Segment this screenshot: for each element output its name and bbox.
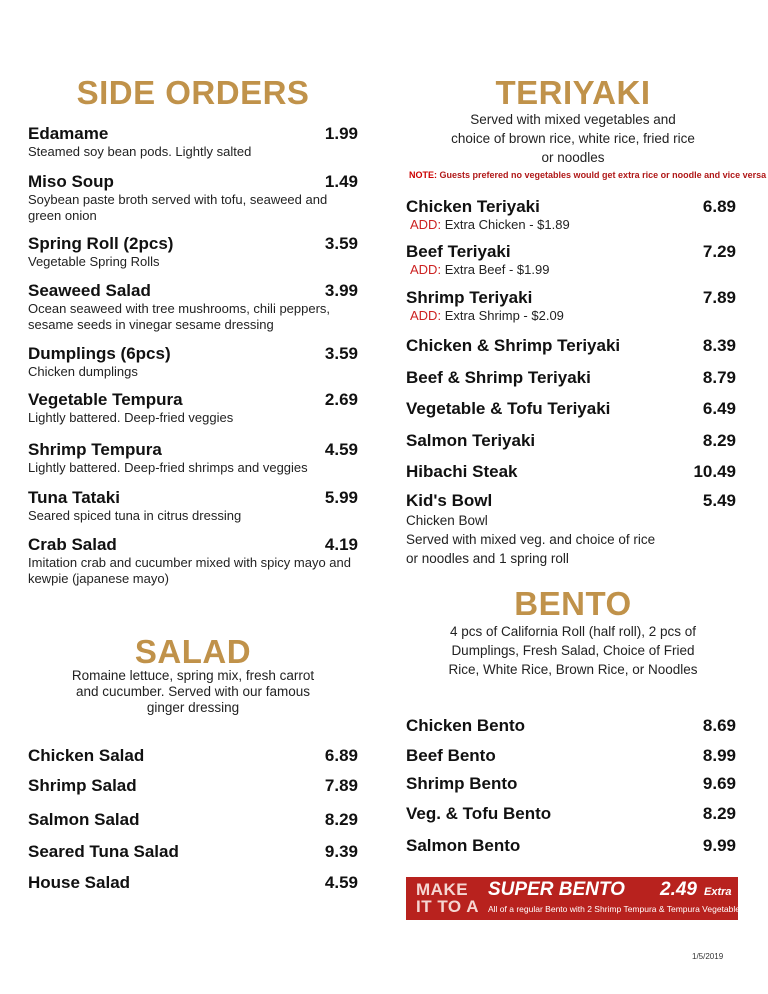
addon-label: ADD:	[410, 217, 442, 232]
super-bento-extra: Extra	[704, 886, 732, 898]
item-price: 7.29	[702, 242, 736, 261]
item-price: 8.79	[702, 368, 736, 387]
item-name: Chicken Salad	[28, 746, 145, 765]
salad-description: Romaine lettuce, spring mix, fresh carrot and cucumber. Served with our famous ginger dressing	[71, 668, 315, 715]
menu-item	[406, 804, 736, 824]
item-price: 8.29	[324, 810, 358, 829]
note-label: NOTE:	[409, 170, 437, 180]
item-desc-detail: Served with mixed veg. and choice of rice or noodles and 1 spring roll	[406, 532, 656, 566]
item-price: 3.99	[324, 281, 358, 300]
menu-item	[28, 776, 358, 796]
item-desc: Ocean seaweed with tree mushrooms, chili peppers, sesame seeds in vinegar sesame dressing	[28, 301, 331, 332]
salad-list	[28, 0, 358, 994]
addon-text: Extra Chicken - $1.89	[444, 217, 570, 232]
super-bento-price: 2.49	[660, 879, 697, 900]
addon-label: ADD:	[410, 262, 442, 277]
make-line-1: MAKE	[416, 880, 469, 899]
item-desc: Soybean paste broth served with tofu, seaweed and green onion	[28, 192, 328, 223]
item-name: Tuna Tataki	[28, 488, 120, 507]
item-price: 4.59	[324, 440, 358, 459]
bento-title: BENTO	[514, 585, 632, 622]
item-desc: Lightly battered. Deep-fried veggies	[28, 410, 234, 425]
item-desc: Seared spiced tuna in citrus dressing	[28, 508, 242, 523]
item-name: Shrimp Tempura	[28, 440, 162, 459]
item-price: 10.49	[693, 462, 736, 481]
item-name: Beef Bento	[406, 746, 496, 765]
item-desc: Vegetable Spring Rolls	[28, 254, 160, 269]
side-orders-title: SIDE ORDERS	[76, 74, 310, 111]
item-name: Beef Teriyaki	[406, 242, 511, 261]
super-bento-subtitle: All of a regular Bento with 2 Shrimp Tempura & Tempura Vegetable (4pcs)	[488, 904, 766, 914]
item-price: 4.19	[324, 535, 358, 554]
menu-item	[406, 716, 736, 736]
item-price: 5.99	[324, 488, 358, 507]
item-name: Seared Tuna Salad	[28, 842, 179, 861]
item-price: 6.89	[324, 746, 358, 765]
menu-item	[406, 774, 736, 794]
item-name: Chicken Teriyaki	[406, 197, 540, 216]
item-price: 9.99	[702, 836, 736, 855]
item-name: Edamame	[28, 124, 109, 143]
item-price: 4.59	[324, 873, 358, 892]
item-desc: Chicken Bowl	[406, 513, 488, 528]
item-price: 9.69	[702, 774, 736, 793]
addon-text: Extra Beef - $1.99	[444, 262, 550, 277]
menu-item	[406, 836, 736, 856]
item-name: Salmon Teriyaki	[406, 431, 536, 450]
super-bento-banner	[406, 877, 766, 920]
menu-item	[28, 873, 358, 893]
item-name: Salmon Salad	[28, 810, 140, 829]
item-desc: Steamed soy bean pods. Lightly salted	[28, 144, 252, 159]
teriyaki-description: Served with mixed vegetables and choice of brown rice, white rice, fried rice or noodles	[451, 112, 695, 165]
item-name: Beef & Shrimp Teriyaki	[406, 368, 591, 387]
bento-list	[406, 0, 736, 994]
print-date: 1/5/2019	[692, 952, 724, 961]
item-name: Spring Roll (2pcs)	[28, 234, 174, 253]
item-name: Miso Soup	[28, 172, 114, 191]
item-price: 1.49	[324, 172, 358, 191]
item-name: Shrimp Salad	[28, 776, 137, 795]
item-price: 3.59	[324, 344, 358, 363]
item-price: 5.49	[702, 491, 736, 510]
note-text: Guests prefered no vegetables would get extra rice or noodle and vice versa	[439, 170, 767, 180]
item-name: Crab Salad	[28, 535, 117, 554]
addon-text: Extra Shrimp - $2.09	[444, 308, 564, 323]
item-desc: Lightly battered. Deep-fried shrimps and veggies	[28, 460, 308, 475]
item-price: 8.39	[702, 336, 736, 355]
salad-title: SALAD	[134, 633, 252, 670]
make-line-2: IT TO A	[416, 897, 479, 916]
item-name: Vegetable & Tofu Teriyaki	[406, 399, 611, 418]
item-desc: Imitation crab and cucumber mixed with spicy mayo and kewpie (japanese mayo)	[28, 555, 351, 586]
item-name: Hibachi Steak	[406, 462, 518, 481]
item-name: Shrimp Bento	[406, 774, 518, 793]
super-bento-title: SUPER BENTO	[488, 879, 625, 900]
item-price: 1.99	[324, 124, 358, 143]
item-name: Dumplings (6pcs)	[28, 344, 171, 363]
item-name: Shrimp Teriyaki	[406, 288, 533, 307]
item-price: 7.89	[702, 288, 736, 307]
item-name: Seaweed Salad	[28, 281, 151, 300]
addon-label: ADD:	[410, 308, 442, 323]
item-price: 8.99	[702, 746, 736, 765]
item-name: Veg. & Tofu Bento	[406, 804, 552, 823]
item-name: Chicken Bento	[406, 716, 526, 735]
menu-item	[28, 746, 358, 766]
item-name: Kid's Bowl	[406, 491, 493, 510]
menu-item	[28, 842, 358, 862]
super-bento-make	[416, 881, 479, 915]
teriyaki-title: TERIYAKI	[495, 74, 651, 111]
item-price: 6.89	[702, 197, 736, 216]
item-name: House Salad	[28, 873, 131, 892]
item-price: 9.39	[324, 842, 358, 861]
item-price: 8.29	[702, 804, 736, 823]
item-price: 2.69	[324, 390, 358, 409]
item-price: 6.49	[702, 399, 736, 418]
item-name: Vegetable Tempura	[28, 390, 183, 409]
item-price: 3.59	[324, 234, 358, 253]
item-price: 7.89	[324, 776, 358, 795]
item-price: 8.69	[702, 716, 736, 735]
item-name: Salmon Bento	[406, 836, 521, 855]
bento-description: 4 pcs of California Roll (half roll), 2 pcs of Dumplings, Fresh Salad, Choice of Fried Rice, White Rice, Brown Rice, or Noodles	[448, 624, 698, 677]
item-name: Chicken & Shrimp Teriyaki	[406, 336, 621, 355]
item-price: 8.29	[702, 431, 736, 450]
item-desc: Chicken dumplings	[28, 364, 138, 379]
menu-item	[406, 746, 736, 766]
menu-item	[28, 810, 358, 830]
